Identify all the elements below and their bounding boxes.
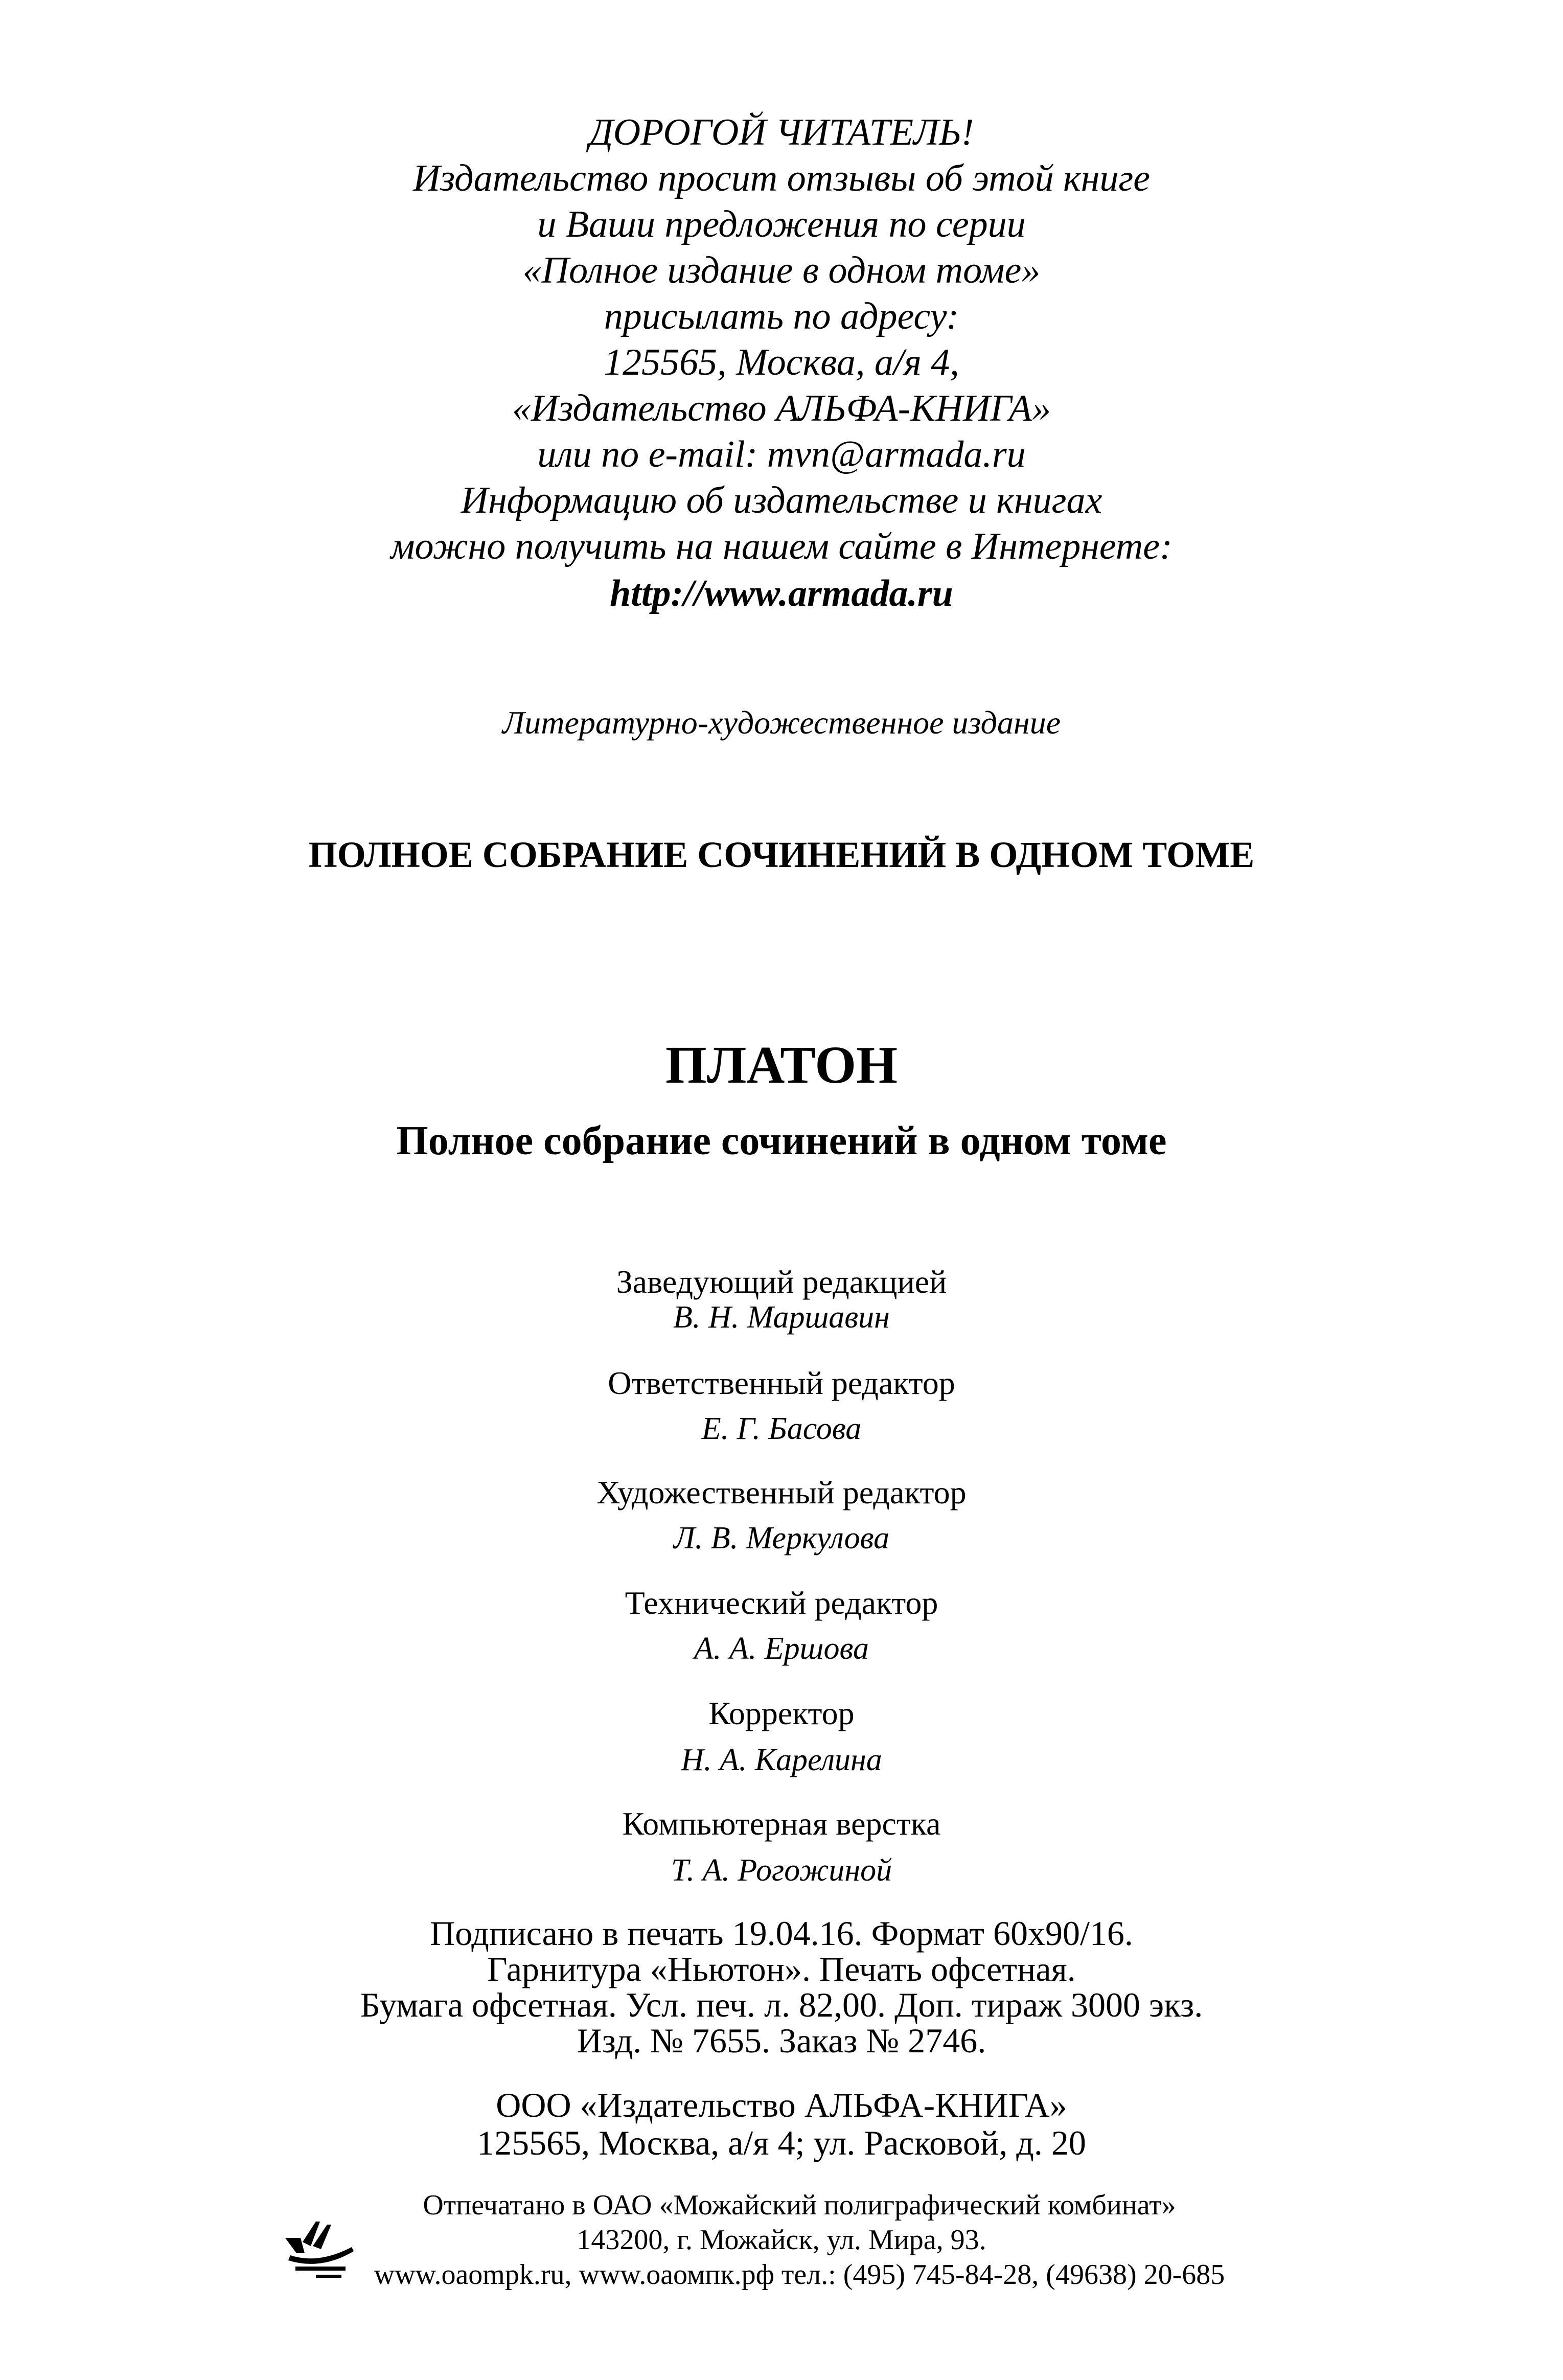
- printer-address: 143200, г. Можайск, ул. Мира, 93.: [577, 2224, 986, 2256]
- website-link[interactable]: http://www.armada.ru: [610, 573, 953, 614]
- reader-note-line: можно получить на нашем сайте в Интернете:: [390, 525, 1173, 567]
- reader-note-line: «Полное издание в одном томе»: [522, 249, 1041, 291]
- reader-note-heading: ДОРОГОЙ ЧИТАТЕЛЬ!: [589, 111, 974, 153]
- reader-note-line: Информацию об издательстве и книгах: [461, 479, 1102, 521]
- reader-note-line: Издательство просит отзывы об этой книге: [412, 157, 1151, 199]
- reader-note-line: присылать по адресу:: [604, 295, 959, 337]
- print-info-line: Гарнитура «Ньютон». Печать офсетная.: [487, 1950, 1076, 1988]
- publisher-name: ООО «Издательство АЛЬФА-КНИГА»: [496, 2086, 1067, 2124]
- reader-note-email: или по e-mail: mvn@armada.ru: [537, 433, 1026, 475]
- credit-role: Технический редактор: [625, 1585, 938, 1621]
- author-name: ПЛАТОН: [665, 1036, 898, 1094]
- credit-role: Ответственный редактор: [608, 1365, 955, 1401]
- credit-name: Т. А. Рогожиной: [671, 1853, 892, 1888]
- edition-type: Литературно-художественное издание: [502, 704, 1061, 741]
- credit-role: Корректор: [708, 1695, 855, 1731]
- credit-role: Заведующий редакцией: [616, 1264, 947, 1300]
- reader-note-line: «Издательство АЛЬФА-КНИГА»: [512, 387, 1051, 429]
- printer-contacts: www.oaompk.ru, www.оаомпк.рф тел.: (495) 745-84-28, (49638) 20-685: [374, 2259, 1225, 2291]
- credit-role: Художественный редактор: [596, 1474, 967, 1511]
- publisher-address: 125565, Москва, а/я 4; ул. Расковой, д. 20: [477, 2123, 1086, 2162]
- credit-name: Е. Г. Басова: [701, 1411, 862, 1446]
- credit-name: Н. А. Карелина: [681, 1743, 882, 1777]
- print-info-line: Изд. № 7655. Заказ № 2746.: [577, 2021, 986, 2060]
- credit-name: Л. В. Меркулова: [673, 1521, 890, 1555]
- reader-note-line: и Ваши предложения по серии: [537, 203, 1026, 245]
- credit-name: В. Н. Маршавин: [673, 1300, 890, 1335]
- credit-role: Компьютерная верстка: [622, 1805, 941, 1842]
- print-info-line: Подписано в печать 19.04.16. Формат 60x90/16.: [430, 1914, 1133, 1953]
- printer-name: Отпечатано в ОАО «Можайский полиграфический комбинат»: [423, 2189, 1176, 2221]
- print-info-line: Бумага офсетная. Усл. печ. л. 82,00. Доп. тираж 3000 экз.: [360, 1985, 1203, 2024]
- reader-note-address: 125565, Москва, а/я 4,: [604, 341, 959, 383]
- credit-name: А. А. Ершова: [694, 1631, 869, 1666]
- book-title: Полное собрание сочинений в одном томе: [396, 1118, 1167, 1163]
- series-title: ПОЛНОЕ СОБРАНИЕ СОЧИНЕНИЙ В ОДНОМ ТОМЕ: [308, 834, 1255, 875]
